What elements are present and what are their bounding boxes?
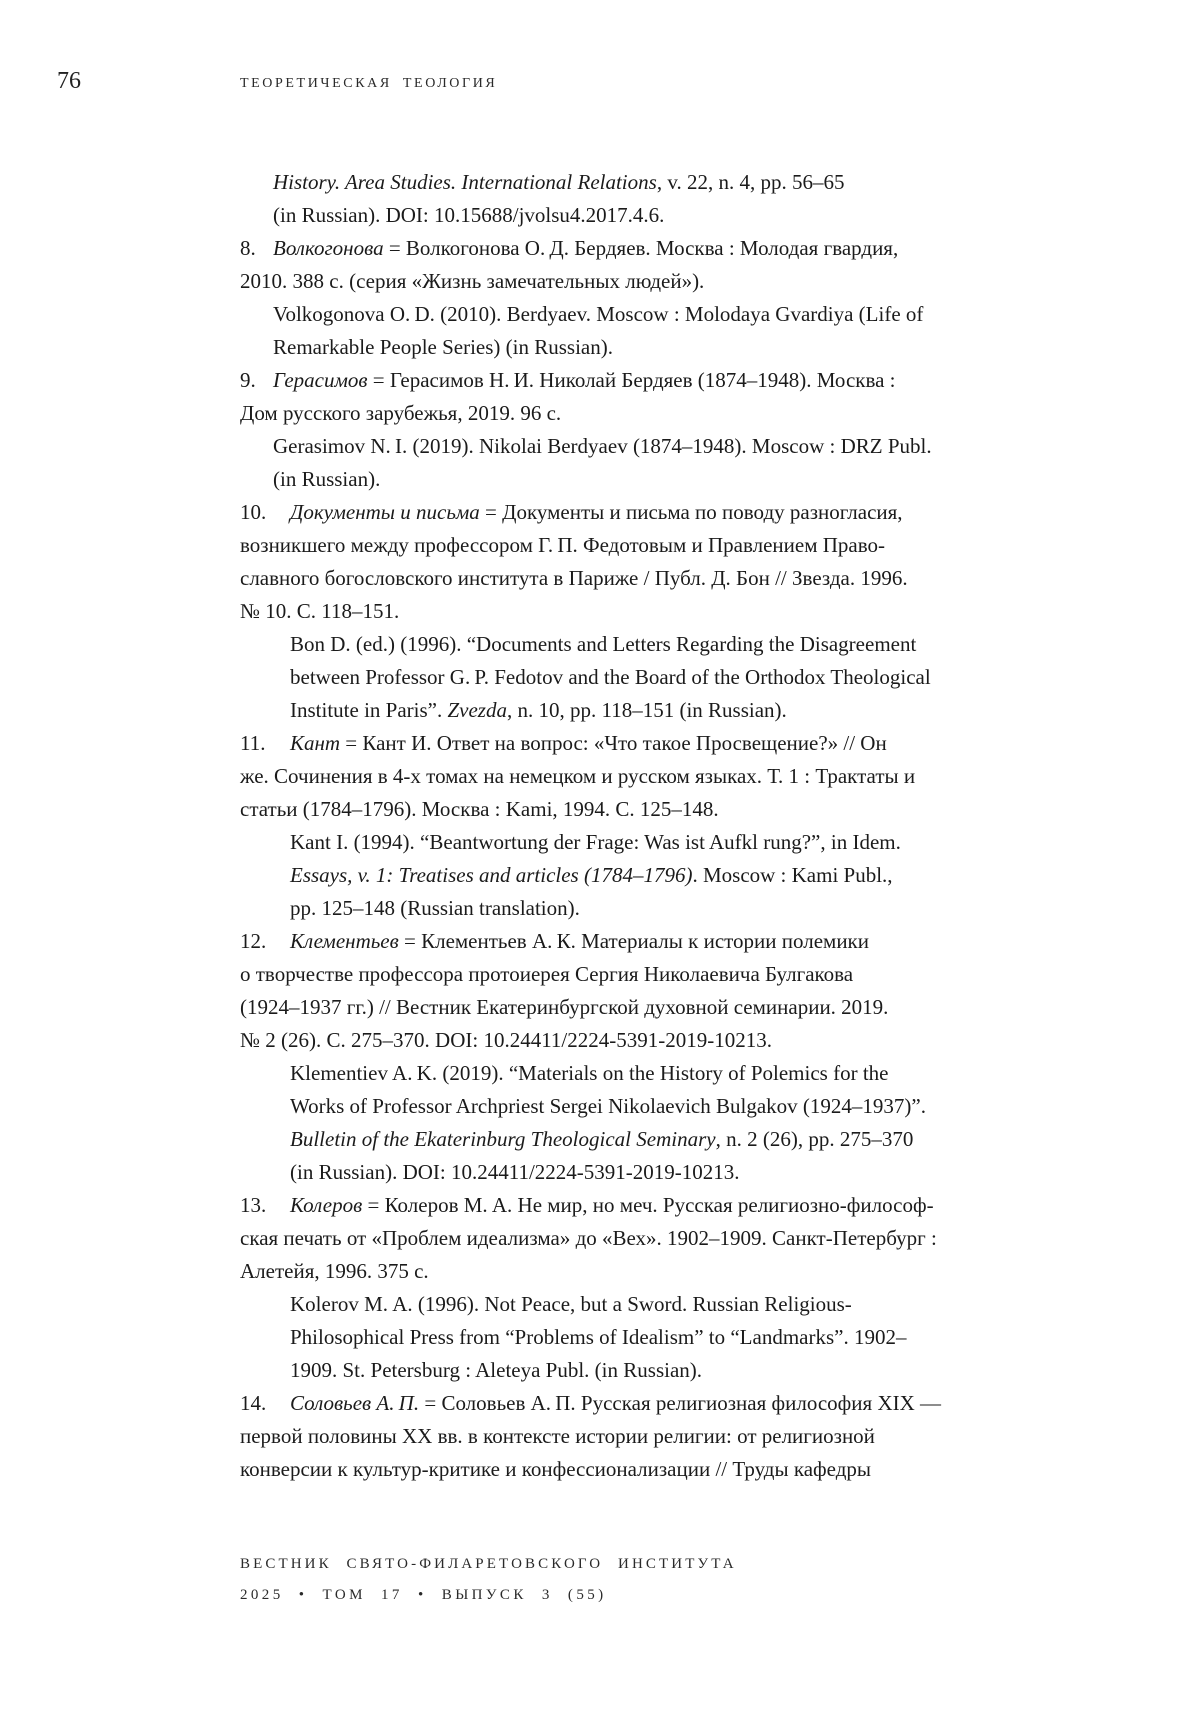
bib-text-segment: славного богословского института в Париже / Публ. Д. Бон // Звезда. 1996. [240, 566, 908, 590]
bib-text-segment: Клементьев [290, 929, 399, 953]
bib-line [240, 397, 1030, 430]
bib-text-segment: Remarkable People Series) (in Russian). [273, 335, 613, 359]
bib-line [290, 694, 1030, 727]
bibliography-entry [240, 925, 1030, 1057]
entry-number: 14. [240, 1391, 267, 1415]
bib-text-segment: pp. 125–148 (Russian translation). [290, 896, 580, 920]
bib-line [290, 628, 1030, 661]
bibliography-translation [290, 826, 1030, 925]
bib-text-segment: Колеров [290, 1193, 363, 1217]
bib-text-segment: Bon D. (ed.) (1996). “Documents and Letters Regarding the Disagreement [290, 632, 917, 656]
bib-text-segment: Kolerov M. A. (1996). Not Peace, but a Sword. Russian Religious- [290, 1292, 852, 1316]
bib-line [273, 331, 1030, 364]
bib-text-segment: . Moscow : Kami Publ., [692, 863, 893, 887]
bib-text-segment: Алетейя, 1996. 375 с. [240, 1259, 429, 1283]
bibliography-list [240, 166, 1030, 1486]
bib-text-segment: конверсии к культур-критике и конфессионализации // Труды кафедры [240, 1457, 872, 1481]
footer-issue-info: 2025 • ТОМ 17 • ВЫПУСК 3 (55) [240, 1587, 607, 1603]
bib-line [240, 562, 1030, 595]
bib-text-segment: Соловьев А. П. [290, 1391, 420, 1415]
bib-text-segment: статьи (1784–1796). Москва : Kami, 1994. С. 125–148. [240, 797, 719, 821]
bib-line [273, 430, 1030, 463]
bib-text-segment: = Клементьев А. К. Материалы к истории полемики [398, 929, 869, 953]
bib-text-segment: = Волкогонова О. Д. Бердяев. Москва : Молодая гвардия, [383, 236, 899, 260]
running-head: ТЕОРЕТИЧЕСКАЯ ТЕОЛОГИЯ [240, 76, 498, 91]
bib-line [240, 364, 1030, 397]
bib-text-segment: (in Russian). DOI: 10.24411/2224-5391-2019-10213. [290, 1160, 740, 1184]
bib-text-segment: Klementiev A. K. (2019). “Materials on the History of Polemics for the [290, 1061, 889, 1085]
bib-line [240, 1255, 1030, 1288]
bib-line [290, 1057, 1030, 1090]
bib-line [240, 727, 1030, 760]
page-footer [240, 1556, 737, 1604]
bib-text-segment: же. Сочинения в 4-х томах на немецком и русском языках. Т. 1 : Трактаты и [240, 764, 916, 788]
bib-line [290, 859, 1030, 892]
entry-number: 11. [240, 731, 266, 755]
bib-line [290, 1090, 1030, 1123]
bib-line [240, 1453, 1030, 1486]
bib-line [240, 595, 1030, 628]
bib-text-segment: Volkogonova O. D. (2010). Berdyaev. Moscow : Molodaya Gvardiya (Life of [273, 302, 924, 326]
bib-line [290, 1288, 1030, 1321]
bib-line [273, 166, 1030, 199]
bib-text-segment: Документы и письма [290, 500, 480, 524]
bib-text-segment: Essays, v. 1: Treatises and articles (1784–1796) [290, 863, 693, 887]
bibliography-entry [240, 232, 1030, 298]
bib-text-segment: = Соловьев А. П. Русская религиозная философия XIX — [419, 1391, 942, 1415]
bib-text-segment: Works of Professor Archpriest Sergei Nikolaevich Bulgakov (1924–1937)”. [290, 1094, 926, 1118]
bib-text-segment: № 2 (26). С. 275–370. DOI: 10.24411/2224-5391-2019-10213. [240, 1028, 772, 1052]
bib-line [273, 199, 1030, 232]
bib-line [240, 1024, 1030, 1057]
bib-line [290, 892, 1030, 925]
bib-text-segment: = Герасимов Н. И. Николай Бердяев (1874–1948). Москва : [367, 368, 896, 392]
bibliography-entry [240, 496, 1030, 628]
bib-line [290, 661, 1030, 694]
bib-line [240, 958, 1030, 991]
entry-number: 12. [240, 929, 267, 953]
bib-text-segment: between Professor G. P. Fedotov and the Board of the Orthodox Theological [290, 665, 931, 689]
bib-text-segment: Волкогонова [273, 236, 384, 260]
bib-line [240, 1222, 1030, 1255]
bib-text-segment: 2010. 388 с. (серия «Жизнь замечательных людей»). [240, 269, 705, 293]
bib-line [290, 1123, 1030, 1156]
bib-line [240, 760, 1030, 793]
bib-line [240, 925, 1030, 958]
bib-line [273, 463, 1030, 496]
bib-text-segment: о творчестве профессора протоиерея Сергия Николаевича Булгакова [240, 962, 854, 986]
bib-text-segment: № 10. С. 118–151. [240, 599, 400, 623]
bib-text-segment: Zvezda [447, 698, 507, 722]
bib-text-segment: Kant I. (1994). “Beantwortung der Frage: Was ist Aufkl rung?”, in Idem. [290, 830, 901, 854]
bib-text-segment: Philosophical Press from “Problems of Idealism” to “Landmarks”. 1902– [290, 1325, 907, 1349]
bib-text-segment: Дом русского зарубежья, 2019. 96 с. [240, 401, 562, 425]
bibliography-translation [290, 628, 1030, 727]
entry-number: 8. [240, 236, 256, 260]
bib-text-segment: = Колеров М. А. Не мир, но меч. Русская религиозно-философ- [362, 1193, 934, 1217]
bib-text-segment: Bulletin of the Ekaterinburg Theological Seminary [290, 1127, 716, 1151]
bibliography-entry [240, 1387, 1030, 1486]
bib-line [240, 1189, 1030, 1222]
entry-number: 13. [240, 1193, 267, 1217]
bib-line [240, 793, 1030, 826]
bib-line [240, 1387, 1030, 1420]
bib-text-segment: = Кант И. Ответ на вопрос: «Что такое Просвещение?» // Он [340, 731, 887, 755]
bib-text-segment: , n. 2 (26), pp. 275–370 [715, 1127, 914, 1151]
bib-line [240, 991, 1030, 1024]
bib-text-segment: Gerasimov N. I. (2019). Nikolai Berdyaev (1874–1948). Moscow : DRZ Publ. [273, 434, 932, 458]
bib-text-segment: History. Area Studies. International Relations [273, 170, 657, 194]
bib-line [290, 1156, 1030, 1189]
bib-line [290, 1321, 1030, 1354]
bibliography-translation [273, 166, 1030, 232]
bib-line [240, 529, 1030, 562]
bib-line [240, 496, 1030, 529]
bib-line [240, 232, 1030, 265]
bib-text-segment: первой половины XX вв. в контексте истории религии: от религиозной [240, 1424, 875, 1448]
entry-number: 10. [240, 500, 267, 524]
bib-line [240, 265, 1030, 298]
entry-number: 9. [240, 368, 256, 392]
bib-text-segment: 1909. St. Petersburg : Aleteya Publ. (in Russian). [290, 1358, 703, 1382]
page-number: 76 [57, 68, 81, 94]
bibliography-entry [240, 727, 1030, 826]
bib-text-segment: , n. 10, pp. 118–151 (in Russian). [506, 698, 787, 722]
bib-text-segment: (in Russian). [273, 467, 381, 491]
bib-text-segment: ская печать от «Проблем идеализма» до «Вех». 1902–1909. Санкт-Петербург : [240, 1226, 937, 1250]
bibliography-entry [240, 364, 1030, 430]
bibliography-translation [273, 298, 1030, 364]
bib-text-segment: , v. 22, n. 4, pp. 56–65 [656, 170, 845, 194]
footer-journal-title: ВЕСТНИК СВЯТО-ФИЛАРЕТОВСКОГО ИНСТИТУТА [240, 1556, 737, 1572]
bibliography-translation [273, 430, 1030, 496]
bib-line [240, 1420, 1030, 1453]
bib-line [290, 826, 1030, 859]
bib-text-segment: Institute in Paris”. [290, 698, 448, 722]
bib-line [290, 1354, 1030, 1387]
bib-text-segment: Кант [290, 731, 341, 755]
bib-text-segment: возникшего между профессором Г. П. Федотовым и Правлением Право- [240, 533, 886, 557]
bib-text-segment: (in Russian). DOI: 10.15688/jvolsu4.2017.4.6. [273, 203, 665, 227]
bib-text-segment: (1924–1937 гг.) // Вестник Екатеринбургской духовной семинарии. 2019. [240, 995, 889, 1019]
bibliography-translation [290, 1057, 1030, 1189]
bibliography-entry [240, 1189, 1030, 1288]
bib-line [273, 298, 1030, 331]
bibliography-translation [290, 1288, 1030, 1387]
bib-text-segment: Герасимов [273, 368, 368, 392]
bib-text-segment: = Документы и письма по поводу разногласия, [479, 500, 903, 524]
